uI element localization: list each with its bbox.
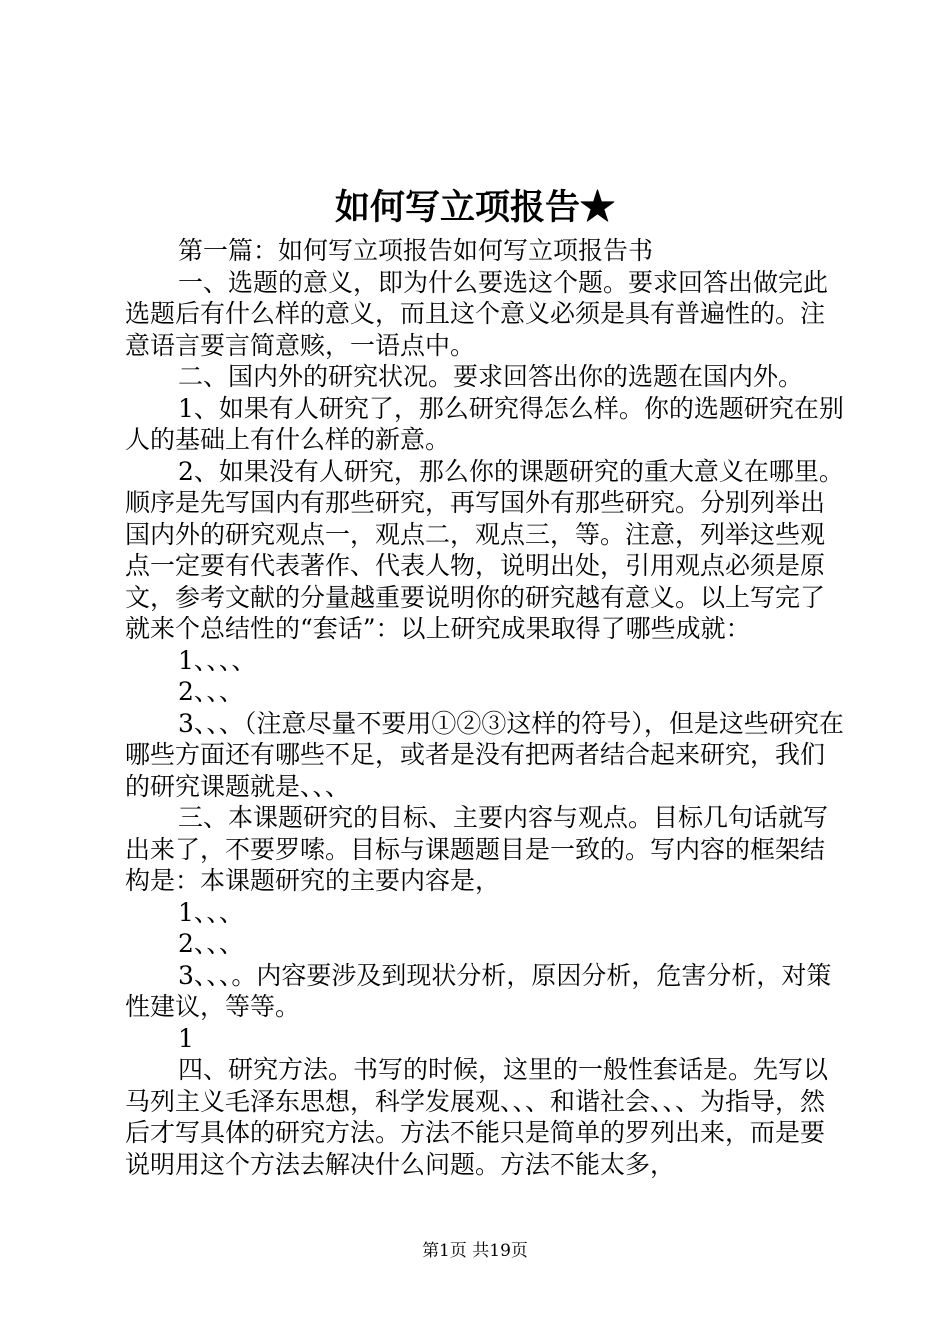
page-footer: 第1页 共19页	[422, 1241, 528, 1261]
list-item: 2、、、	[178, 677, 244, 706]
paragraph: 第一篇：如何写立项报告如何写立项报告书	[178, 236, 654, 265]
list-item: 3、、、（注意尽量不要用①②③这样的符号），但是这些研究在哪些方面还有哪些不足，或者是没有把两者结合起来研究，我们的研究课题就是、、、	[125, 708, 844, 801]
paragraph: 2、如果没有人研究，那么你的课题研究的重大意义在哪里。顺序是先写国内有那些研究，再写国外有那些研究。分别列举出国内外的研究观点一，观点二，观点三，等。注意，列举这些观点一定要有代表著作、代表人物，说明出处，引用观点必须是原文，参考文献的分量越重要说明你的研究越有意义。以上写完了就来个总结性的“套话”：以上研究成果取得了哪些成就：	[125, 456, 844, 643]
list-item: 1、、、	[178, 897, 244, 927]
paragraph: 四、研究方法。书写的时候，这里的一般性套话是。先写以马列主义毛泽东思想，科学发展观、、、和谐社会、、、为指导，然后才写具体的研究方法。方法不能只是简单的罗列出来，而是要说明用这个方法去解决什么问题。方法不能太多，	[125, 1055, 829, 1179]
paragraph: 三、本课题研究的目标、主要内容与观点。目标几句话就写出来了，不要罗嗦。目标与课题题目是一致的。写内容的框架结构是：本课题研究的主要内容是，	[125, 803, 829, 895]
list-item: 3、、、。内容要涉及到现状分析，原因分析，危害分析，对策性建议，等等。	[125, 960, 832, 1021]
document-title: 如何写立项报告★	[334, 187, 615, 228]
list-item: 2、、、	[178, 929, 244, 958]
paragraph: 1、如果有人研究了，那么研究得怎么样。你的选题研究在别人的基础上有什么样的新意。	[125, 393, 844, 454]
list-item: 1、、、、	[178, 645, 257, 675]
document-body	[125, 235, 845, 1180]
paragraph: 二、国内外的研究状况。要求回答出你的选题在国内外。	[178, 362, 804, 391]
paragraph: 一、选题的意义，即为什么要选这个题。要求回答出做完此选题后有什么样的意义，而且这个意义必须是具有普遍性的。注意语言要言简意赅，一语点中。	[125, 267, 829, 360]
paragraph: 1	[178, 1023, 194, 1053]
